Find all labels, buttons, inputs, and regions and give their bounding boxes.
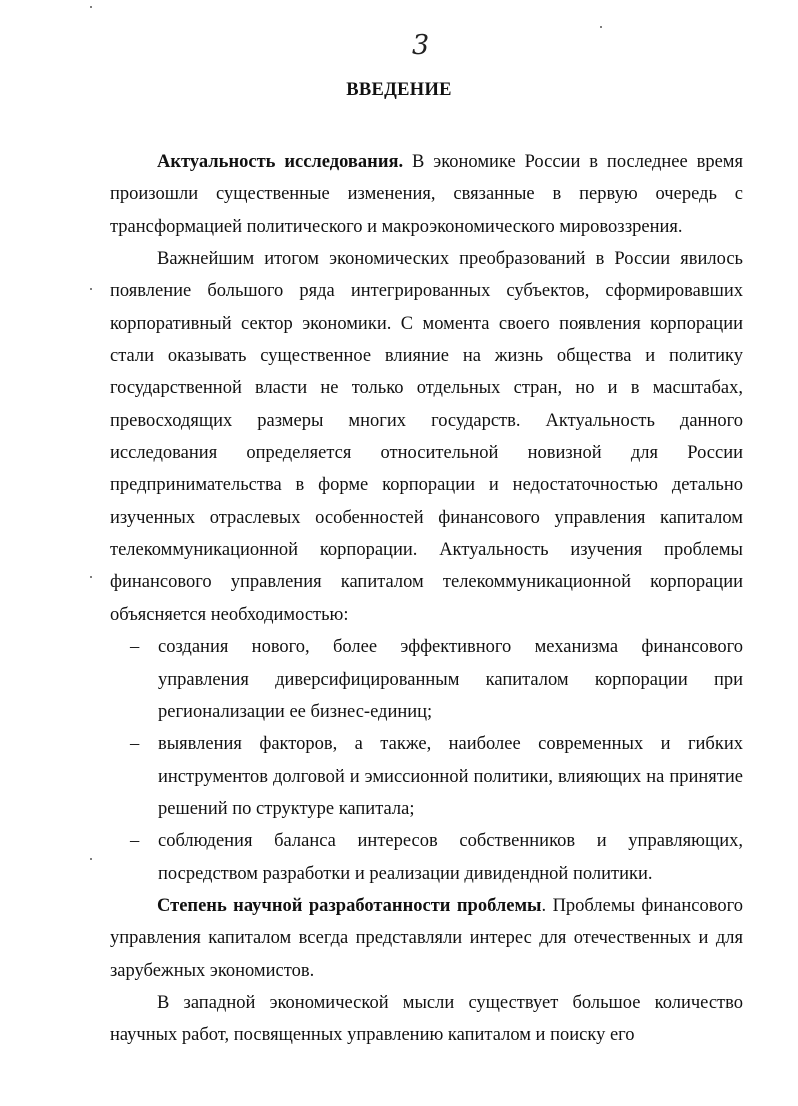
- dash-bullet: –: [130, 734, 140, 755]
- paragraph-main: Важнейшим итогом экономических преобразований в России явилось появление большого ряда интегрированных субъектов, сформировавших корпоративный сектор экономики. С момента своего появления корпорации стали оказывать существенное влияние на жизнь общества и политику государственной власти не только отдельных стран, но и в масштабах, превосходящих размеры многих государств. Актуальность данного исследования определяется относительной новизной для России предпринимательства в форме корпорации и недостаточностью детально изученных отраслевых особенностей финансового управления капиталом телекоммуникационной корпорации. Актуальность изучения проблемы финансового управления капиталом телекоммуникационной корпорации объясняется необходимостью:: [110, 249, 743, 625]
- list-item: [110, 631, 743, 728]
- relevance-heading: Актуальность исследования.: [157, 152, 404, 172]
- paragraph-relevance: [110, 146, 743, 243]
- scan-speck: [90, 576, 92, 578]
- document-body: [110, 146, 743, 1052]
- scan-speck: [90, 6, 92, 8]
- list-item-text: выявления факторов, а также, наиболее современных и гибких инструментов долговой и эмиссионной политики, влияющих на принятие решений по структуре капитала;: [158, 734, 743, 819]
- paragraph-western: В западной экономической мысли существует большое количество научных работ, посвященных управлению капиталом и поиску его: [110, 992, 743, 1046]
- scan-speck: [90, 288, 92, 290]
- page-number: 3: [412, 30, 430, 61]
- degree-heading: Степень научной разработанности проблемы: [157, 895, 542, 916]
- page-title: ВВЕДЕНИЕ: [346, 80, 452, 100]
- dash-bullet: –: [130, 637, 140, 658]
- scan-speck: [600, 26, 602, 28]
- list-item: [110, 825, 743, 890]
- paragraph-degree: [110, 890, 743, 987]
- list-item: [110, 728, 743, 825]
- necessity-list: [110, 631, 743, 890]
- scan-speck: [90, 858, 92, 860]
- dash-bullet: –: [130, 831, 140, 852]
- list-item-text: соблюдения баланса интересов собственников и управляющих, посредством разработки и реализации дивидендной политики.: [158, 831, 743, 884]
- list-item-text: создания нового, более эффективного механизма финансового управления диверсифицированным капиталом корпорации при регионализации ее бизнес-единиц;: [158, 637, 743, 722]
- degree-text: . Проблемы финансового управления капиталом всегда представляли интерес для отечественных и для зарубежных экономистов.: [110, 895, 743, 981]
- relevance-text: В экономике России в последнее время произошли существенные изменения, связанные в первую очередь с трансформацией политического и макроэкономического мировоззрения.: [110, 152, 744, 237]
